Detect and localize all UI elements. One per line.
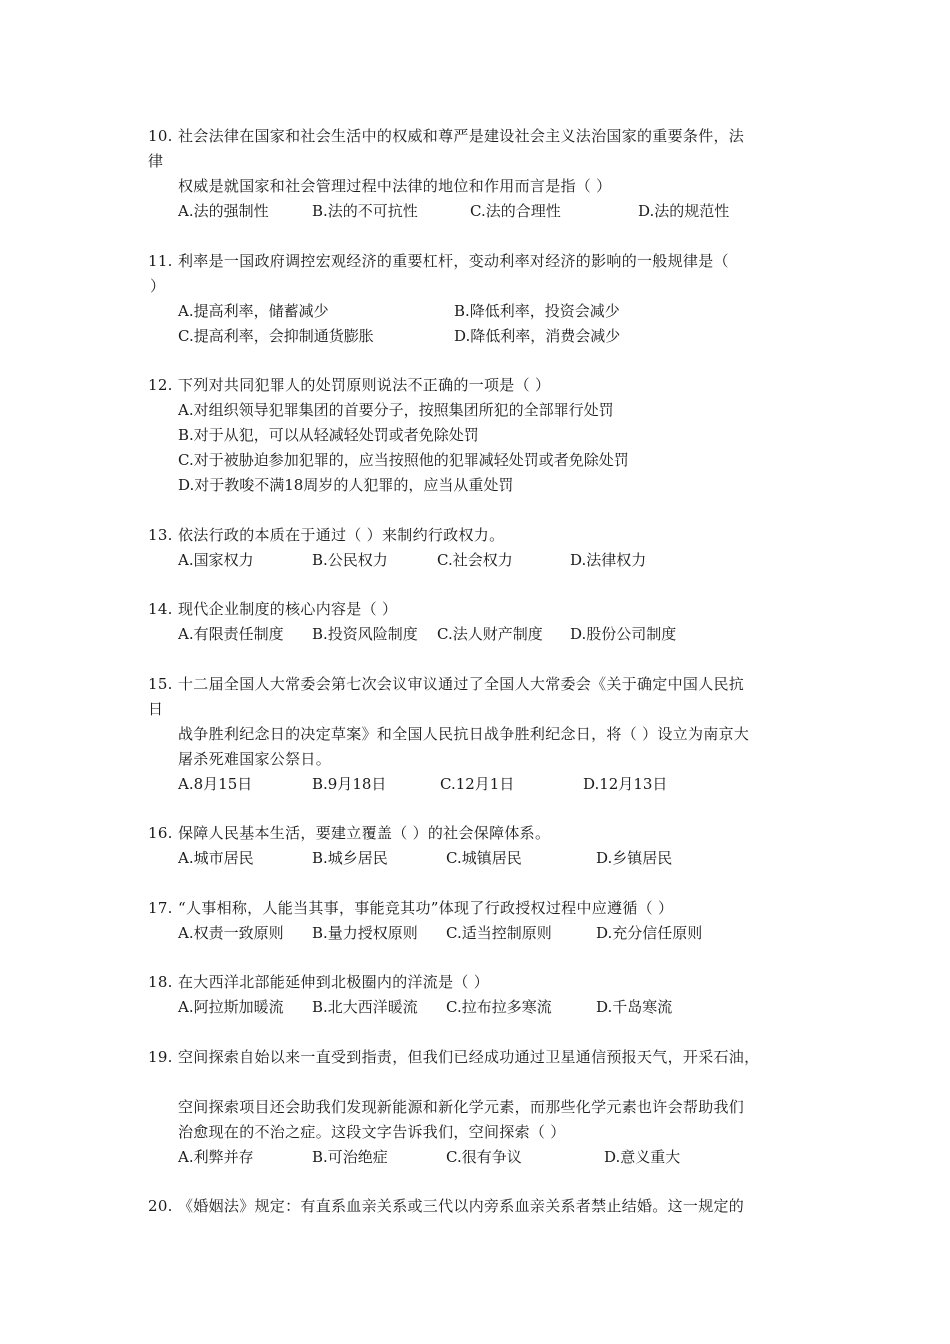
option-d: D.降低利率，消费会减少 bbox=[454, 327, 621, 345]
question-text: 治愈现在的不治之症。这段文字告诉我们，空间探索（ ） bbox=[178, 1123, 566, 1141]
question-text: 《婚姻法》规定：有直系血亲关系或三代以内旁系血亲关系者禁止结婚。这一规定的 bbox=[178, 1197, 745, 1215]
option-c: C.提高利率，会抑制通货膨胀 bbox=[178, 327, 374, 345]
option-c: C.很有争议 bbox=[446, 1148, 522, 1166]
question-text: “人事相称，人能当其事，事能竞其功”体现了行政授权过程中应遵循（ ） bbox=[178, 899, 674, 917]
question-number: 17. bbox=[148, 899, 173, 917]
option-d: D.千岛寒流 bbox=[596, 998, 673, 1016]
question-text: 下列对共同犯罪人的处罚原则说法不正确的一项是（ ） bbox=[178, 376, 551, 394]
option-b: B.可治绝症 bbox=[312, 1148, 388, 1166]
option-c: C.法的合理性 bbox=[470, 202, 561, 220]
question-number: 11. bbox=[148, 252, 173, 270]
option-c: C.城镇居民 bbox=[446, 849, 522, 867]
question-text: 依法行政的本质在于通过（ ）来制约行政权力。 bbox=[178, 526, 505, 544]
option-c: C.社会权力 bbox=[437, 551, 513, 569]
option-a: A.有限责任制度 bbox=[178, 625, 284, 643]
option-b: B.量力授权原则 bbox=[312, 924, 418, 942]
question-text: 空间探索自始以来一直受到指责，但我们已经成功通过卫星通信预报天气，开采石油， bbox=[178, 1048, 760, 1066]
option-d: D.12月13日 bbox=[583, 775, 668, 793]
option-b: B.北大西洋暖流 bbox=[312, 998, 418, 1016]
option-b: B.对于从犯，可以从轻减轻处罚或者免除处罚 bbox=[178, 426, 479, 444]
question-text: 战争胜利纪念日的决定草案》和全国人民抗日战争胜利纪念日，将（ ）设立为南京大 bbox=[178, 725, 750, 743]
option-d: D.乡镇居民 bbox=[596, 849, 673, 867]
option-d: D.法的规范性 bbox=[638, 202, 730, 220]
option-b: B.降低利率，投资会减少 bbox=[454, 302, 620, 320]
option-b: B.投资风险制度 bbox=[312, 625, 418, 643]
option-a: A.阿拉斯加暖流 bbox=[178, 998, 284, 1016]
option-a: A.8月15日 bbox=[178, 775, 253, 793]
question-text: 十二届全国人大常委会第七次会议审议通过了全国人大常委会《关于确定中国人民抗 bbox=[178, 675, 745, 693]
question-number: 14. bbox=[148, 600, 173, 618]
option-a: A.权责一致原则 bbox=[178, 924, 284, 942]
option-a: A.利弊并存 bbox=[178, 1148, 254, 1166]
question-text: ） bbox=[150, 277, 166, 295]
option-c: C.拉布拉多寒流 bbox=[446, 998, 552, 1016]
option-c: C.适当控制原则 bbox=[446, 924, 552, 942]
option-a: A.提高利率，储蓄减少 bbox=[178, 302, 329, 320]
option-d: D.法律权力 bbox=[570, 551, 647, 569]
question-text: 空间探索项目还会助我们发现新能源和新化学元素，而那些化学元素也许会帮助我们 bbox=[178, 1098, 745, 1116]
question-text: 律 bbox=[148, 152, 164, 170]
question-text: 现代企业制度的核心内容是（ ） bbox=[178, 600, 398, 618]
option-b: B.城乡居民 bbox=[312, 849, 388, 867]
question-text: 利率是一国政府调控宏观经济的重要杠杆，变动利率对经济的影响的一般规律是（ bbox=[178, 252, 729, 270]
question-text: 权威是就国家和社会管理过程中法律的地位和作用而言是指（ ） bbox=[178, 177, 612, 195]
option-d: D.股份公司制度 bbox=[570, 625, 677, 643]
option-d: D.充分信任原则 bbox=[596, 924, 703, 942]
option-a: A.城市居民 bbox=[178, 849, 254, 867]
option-d: D.对于教唆不满18周岁的人犯罪的，应当从重处罚 bbox=[178, 476, 514, 494]
option-c: C.12月1日 bbox=[440, 775, 515, 793]
question-number: 19. bbox=[148, 1048, 173, 1066]
question-text: 在大西洋北部能延伸到北极圈内的洋流是（ ） bbox=[178, 973, 490, 991]
option-c: C.法人财产制度 bbox=[437, 625, 543, 643]
question-number: 10. bbox=[148, 127, 173, 145]
question-text: 社会法律在国家和社会生活中的权威和尊严是建设社会主义法治国家的重要条件，法 bbox=[178, 127, 745, 145]
question-number: 12. bbox=[148, 376, 173, 394]
question-number: 15. bbox=[148, 675, 173, 693]
question-text: 保障人民基本生活，要建立覆盖（ ）的社会保障体系。 bbox=[178, 824, 551, 842]
question-number: 18. bbox=[148, 973, 173, 991]
option-a: A.法的强制性 bbox=[178, 202, 269, 220]
option-a: A.对组织领导犯罪集团的首要分子，按照集团所犯的全部罪行处罚 bbox=[178, 401, 614, 419]
option-b: B.法的不可抗性 bbox=[312, 202, 418, 220]
option-b: B.9月18日 bbox=[312, 775, 387, 793]
question-number: 20. bbox=[148, 1197, 173, 1215]
question-number: 16. bbox=[148, 824, 173, 842]
question-text: 屠杀死难国家公祭日。 bbox=[178, 750, 332, 768]
option-d: D.意义重大 bbox=[604, 1148, 681, 1166]
question-number: 13. bbox=[148, 526, 173, 544]
option-b: B.公民权力 bbox=[312, 551, 388, 569]
question-text: 日 bbox=[148, 700, 164, 718]
option-a: A.国家权力 bbox=[178, 551, 254, 569]
option-c: C.对于被胁迫参加犯罪的，应当按照他的犯罪减轻处罚或者免除处罚 bbox=[178, 451, 629, 469]
